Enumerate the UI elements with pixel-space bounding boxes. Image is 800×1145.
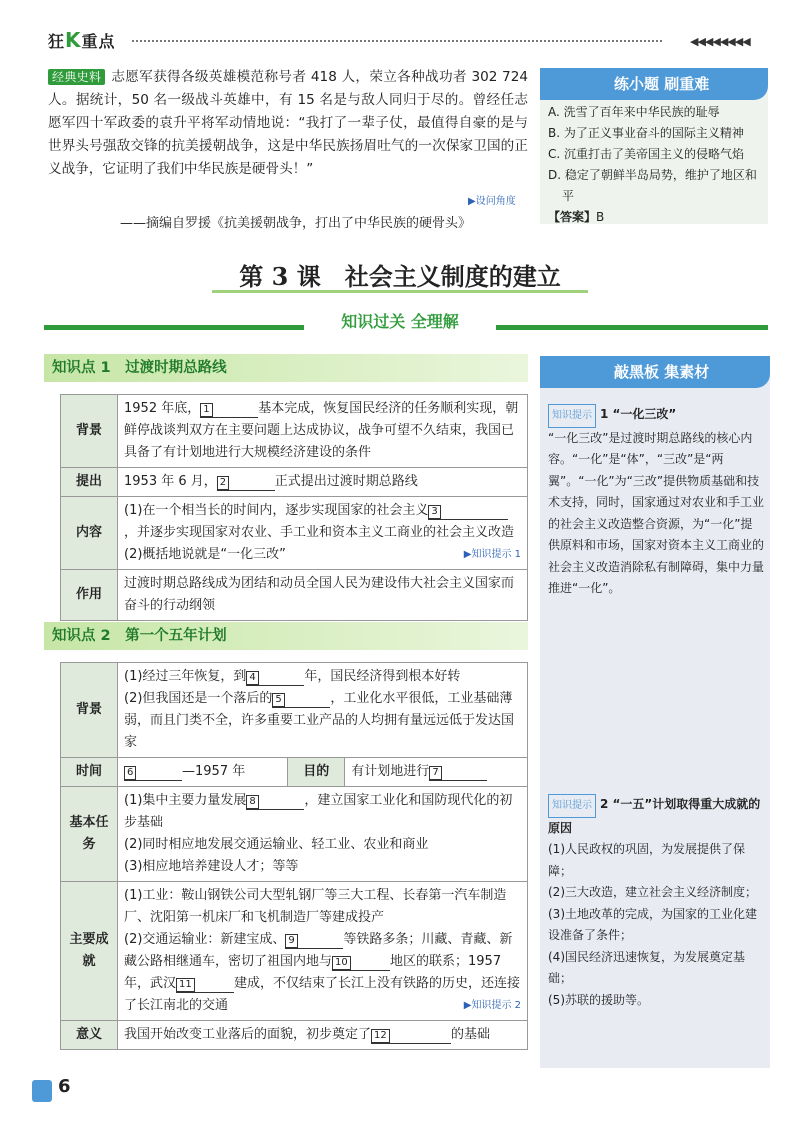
fill-blank[interactable]: 8 <box>246 793 304 810</box>
tip-2-tag: 知识提示 <box>548 794 596 818</box>
tip-2: 知识提示 2 “一五”计划取得重大成就的原因 (1)人民政权的巩固，为发展提供了保障； (2)三大改造，建立社会主义经济制度； (3)土地改革的完成，为国家的工业化建设准备了条件； (4)国民经济迅速恢复，为发展奠定基础； (5)苏联的援助等。 <box>548 794 764 1011</box>
list-item: (5)苏联的援助等。 <box>548 992 649 1007</box>
section-banner: 知识过关 全理解 <box>341 312 459 331</box>
source-citation: ——摘编自罗援《抗美援朝战争，打出了中华民族的硬骨头》 <box>120 216 472 231</box>
option-d: D. 稳定了朝鲜半岛局势，维护了地区和平 <box>548 168 757 203</box>
header-arrows: ◀◀◀◀◀◀◀◀ <box>690 35 750 48</box>
kp1-table <box>60 394 528 621</box>
practice-title: 练小题 刷重难 <box>540 68 768 100</box>
kp2-table <box>60 662 528 1050</box>
banner-bar-right <box>496 325 768 330</box>
tip-1-tag: 知识提示 <box>548 404 596 428</box>
table-row: 背景 1952 年底， 1 基本完成，恢复国民经济的任务顺利实现，朝鲜停战谈判双方在主要问题上达成协议，战争可望不久结束，我国已具备了有计划地进行大规模经济建设的条件 <box>61 395 528 468</box>
table-row: 时间 6 —1957 年 目的 有计划地进行 7 <box>61 758 528 787</box>
option-a: A. 洗雪了百年来中华民族的耻辱 <box>548 105 720 119</box>
classic-source-tag: 经典史料 <box>48 69 105 85</box>
kp1-header: 知识点 1 过渡时期总路线 <box>44 354 528 382</box>
fill-blank[interactable]: 7 <box>429 764 487 781</box>
fill-blank[interactable]: 6 <box>124 764 182 781</box>
option-b: B. 为了正义事业奋斗的国际主义精神 <box>548 126 744 140</box>
board-title: 敲黑板 集素材 <box>540 356 770 388</box>
table-row: 内容 (1)在一个相当长的时间内，逐步实现国家的社会主义 3，并逐步实现国家对农业、手工业和资本主义工商业的社会主义改造 (2)概括地说就是“一化三改” ▶知识提示 1 <box>61 497 528 570</box>
table-row: 基本任务 (1)集中主要力量发展 8 ，建立国家工业化和国防现代化的初步基础 (2)同时相应地发展交通运输业、轻工业、农业和商业 (3)相应地培养建设人才；等等 <box>61 787 528 882</box>
classic-source-paragraph: 经典史料 志愿军获得各级英雄模范称号者 418 人，荣立各种战功者 302 724 人。据统计，50 名一级战斗英雄中，有 15 名是与敌人同归于尽的。曾经任志愿军四十军政委的袁升平将军动情地说：“我打了一辈子仗，最值得自豪的是与世界头号强敌交锋的抗美援朝战争，这是中华民族扬眉吐气的一次保家卫国的正义战争，它证明了我们中华民族是硬骨头！” <box>48 69 528 177</box>
list-item: (2)三大改造，建立社会主义经济制度； <box>548 885 757 899</box>
list-item: (3)土地改革的完成，为国家的工业化建设准备了条件； <box>548 906 757 942</box>
fill-blank[interactable]: 1 <box>200 401 258 418</box>
knowledge-hint-2: ▶知识提示 2 <box>463 1000 521 1011</box>
fill-blank[interactable]: 4 <box>246 669 304 686</box>
fill-blank[interactable]: 3 <box>428 503 508 520</box>
lesson-title: 第 3 课 社会主义制度的建立 <box>239 262 561 291</box>
table-row: 意义 我国开始改变工业落后的面貌，初步奠定了 12 的基础 <box>61 1021 528 1050</box>
banner-bar-left <box>44 325 304 330</box>
page-number: 6 <box>58 1076 71 1097</box>
fill-blank[interactable]: 12 <box>371 1027 451 1044</box>
list-item: (4)国民经济迅速恢复，为发展奠定基础； <box>548 949 745 985</box>
tip-1: 知识提示 1 “一化三改” “一化三改”是过渡时期总路线的核心内容。“一化”是“体”，“三改”是“两翼”。“一化”为“三改”提供物质基础和技术支持，同时，国家通过对农业和手工业的社会主义改造整合资源，为“一化”提供原料和市场，国家对资本主义工商业的社会主义改造消除私有制障碍，集中力量推进“一化”。 <box>548 404 764 600</box>
option-c: C. 沉重打击了美帝国主义的侵略气焰 <box>548 147 745 161</box>
brand-logo: 狂K重点 <box>48 28 116 52</box>
fill-blank[interactable]: 9 <box>285 932 343 949</box>
book-icon <box>32 1080 52 1102</box>
table-row: 背景 (1)经过三年恢复，到 4 年，国民经济得到根本好转 (2)但我国还是一个落后的 5 ，工业化水平很低，工业基础薄弱，而且门类不全，许多重要工业产品的人均拥有量远远低于发达国家 <box>61 663 528 758</box>
kp2-header: 知识点 2 第一个五年计划 <box>44 622 528 650</box>
fill-blank[interactable]: 5 <box>272 691 330 708</box>
practice-options <box>548 102 764 228</box>
question-angle-label: ▶设问角度 <box>468 196 516 207</box>
answer-line: 【答案】B <box>548 210 605 224</box>
header-divider <box>132 40 662 42</box>
table-row: 作用 过渡时期总路线成为团结和动员全国人民为建设伟大社会主义国家而奋斗的行动纲领 <box>61 570 528 621</box>
fill-blank[interactable]: 11 <box>176 976 234 993</box>
table-row: 提出 1953 年 6 月， 2 正式提出过渡时期总路线 <box>61 468 528 497</box>
list-item: (1)人民政权的巩固，为发展提供了保障； <box>548 842 745 878</box>
fill-blank[interactable]: 2 <box>217 474 275 491</box>
fill-blank[interactable]: 10 <box>332 954 390 971</box>
knowledge-hint-1: ▶知识提示 1 <box>463 549 521 560</box>
table-row: 主要成就 (1)工业：鞍山钢铁公司大型轧钢厂等三大工程、长春第一汽车制造厂、沈阳第一机床厂和飞机制造厂等建成投产 (2)交通运输业：新建宝成、 9 等铁路多条；川藏、青藏、新藏公路相继通车，密切了祖国内地与 10 地区的联系；1957 年，武汉 11 建成，不仅结束了长江上没有铁路的历史，还连接了长江南北的交通 ▶知识提示 2 <box>61 882 528 1021</box>
